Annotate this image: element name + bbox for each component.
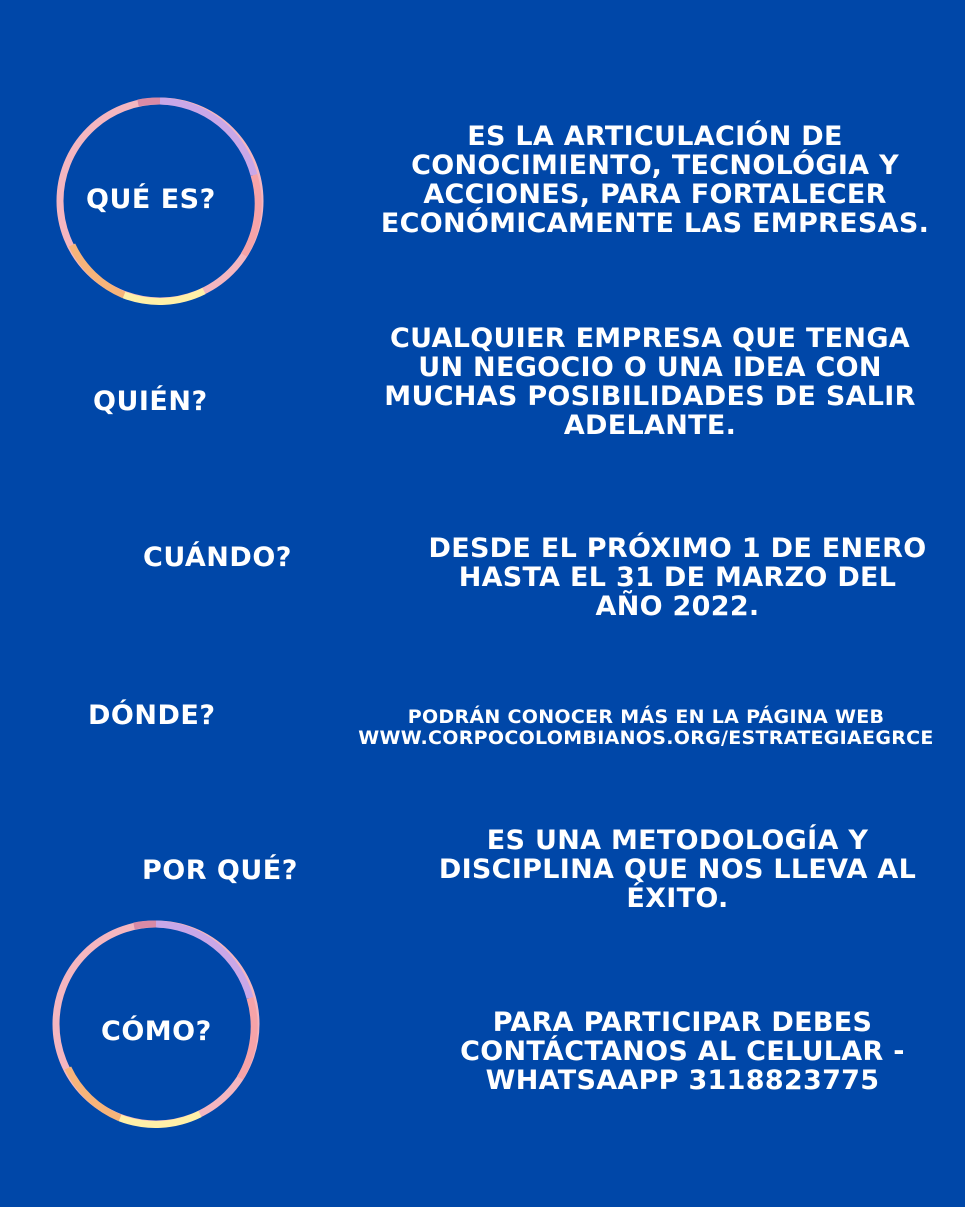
question-como: CÓMO? <box>101 1016 212 1047</box>
question-quien: QUIÉN? <box>93 386 208 417</box>
answer-que-es: ES LA ARTICULACIÓN DE CONOCIMIENTO, TECNOLÓGIA Y ACCIONES, PARA FORTALECER ECONÓMICAMENTE LAS EMPRESAS. <box>380 121 930 240</box>
answer-quien: CUALQUIER EMPRESA QUE TENGA UN NEGOCIO O UNA IDEA CON MUCHAS POSIBILIDADES DE SALIR ADELANTE. <box>384 323 916 442</box>
question-por-que: POR QUÉ? <box>142 855 298 886</box>
question-que-es: QUÉ ES? <box>86 184 216 215</box>
answer-cuando: DESDE EL PRÓXIMO 1 DE ENERO HASTA EL 31 DE MARZO DEL AÑO 2022. <box>428 533 927 623</box>
question-donde: DÓNDE? <box>88 700 216 731</box>
question-cuando: CUÁNDO? <box>143 542 292 573</box>
answer-por-que: ES UNA METODOLOGÍA Y DISCIPLINA QUE NOS LLEVA AL ÉXITO. <box>438 825 917 915</box>
answer-como: PARA PARTICIPAR DEBES CONTÁCTANOS AL CELULAR - WHATSAAPP 3118823775 <box>460 1007 905 1097</box>
answer-donde: PODRÁN CONOCER MÁS EN LA PÁGINA WEB WWW.CORPOCOLOMBIANOS.ORG/ESTRATEGIAEGRCE <box>358 706 934 749</box>
